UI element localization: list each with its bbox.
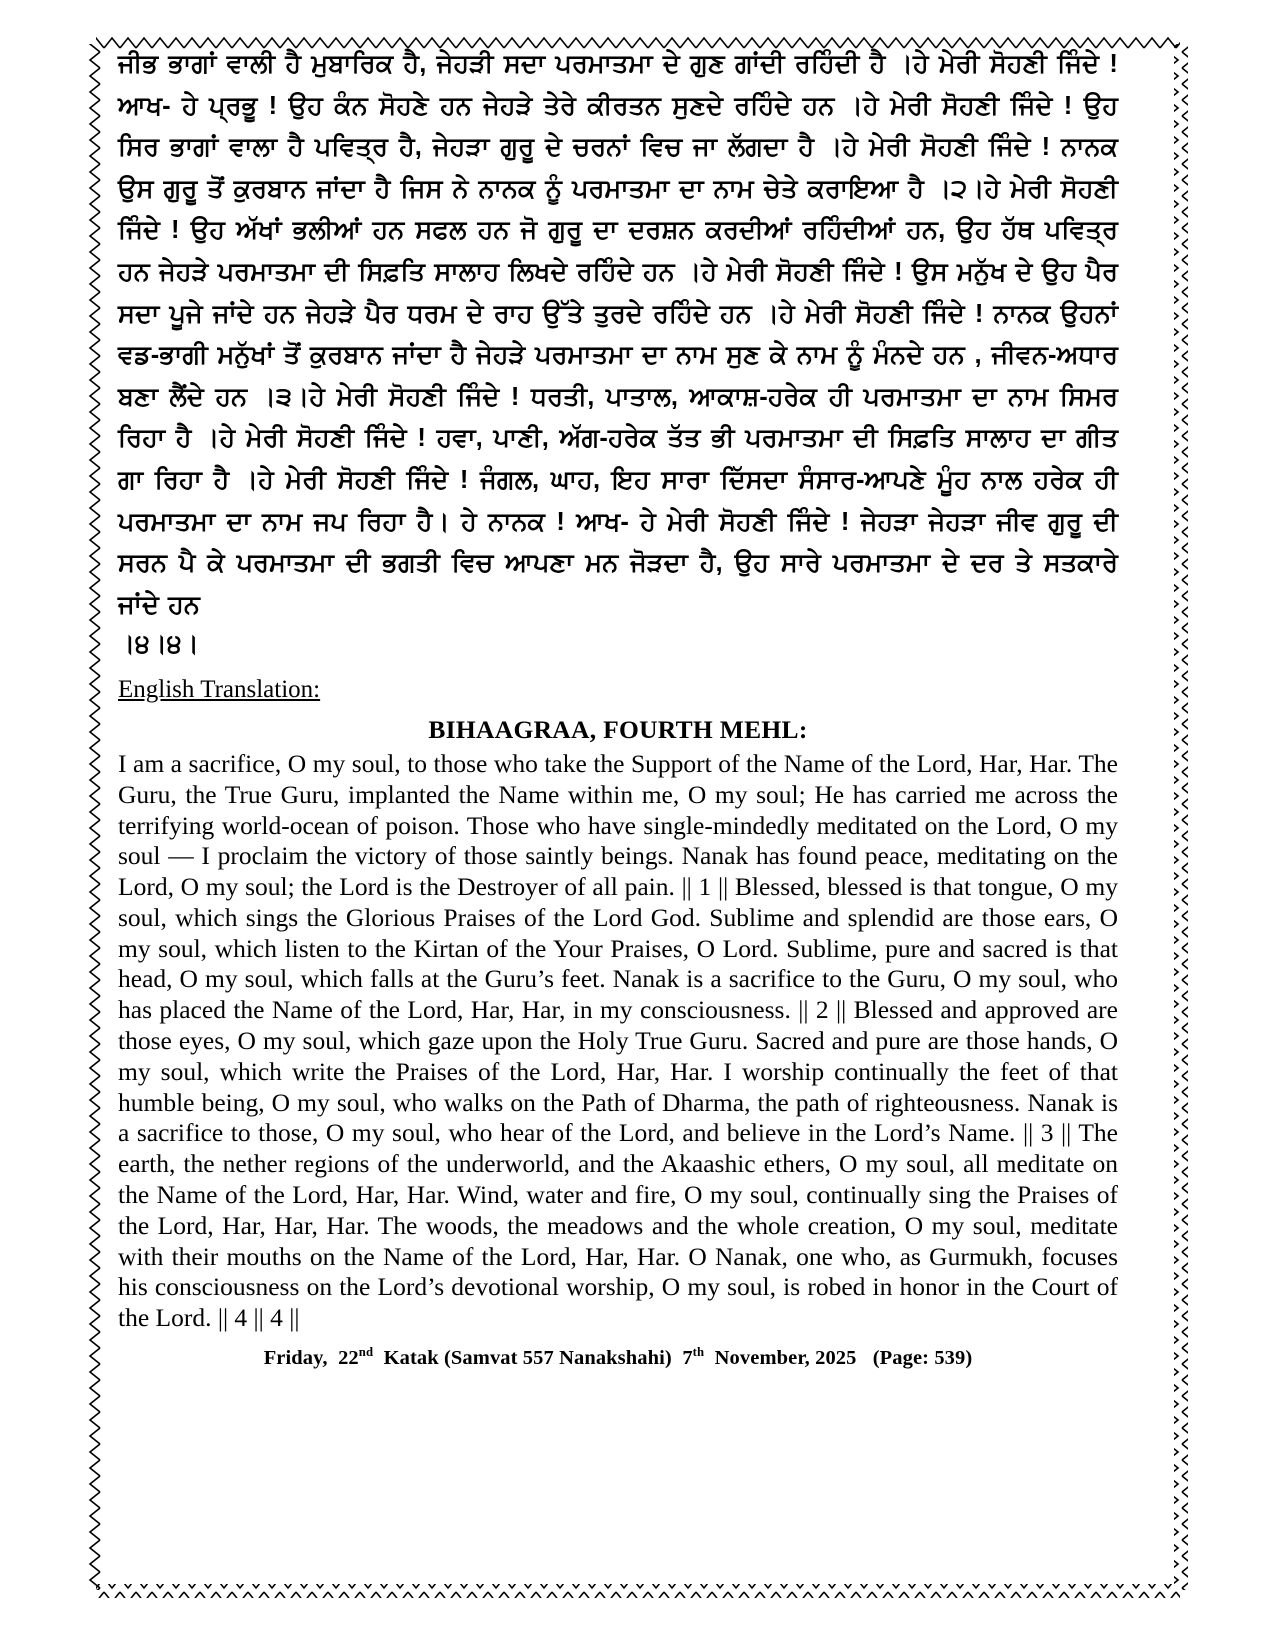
- footer-weekday: Friday,: [263, 1346, 328, 1369]
- english-raag-title: BIHAAGRAA, FOURTH MEHL:: [428, 714, 808, 744]
- page-content: [118, 44, 1118, 1544]
- footer-gregorian-rest: November, 2025: [714, 1346, 857, 1369]
- english-translation-body: I am a sacrifice, O my soul, to those who take the Support of the Name of the Lord, Har, Har. The Guru, the True Guru, implanted the Name within me, O my soul; He has carried me across the terrifying world-ocean of poison. Those who have single-mindedly meditated on the Lord, O my soul — I proclaim the victory of those saintly beings. Nanak has found peace, meditating on the Lord, O my soul; the Lord is the Destroyer of all pain. || 1 || Blessed, blessed is that tongue, O my soul, which sings the Glorious Praises of the Lord God. Sublime and splendid are those ears, O my soul, which listen to the Kirtan of the Your Praises, O Lord. Sublime, pure and sacred is that head, O my soul, which falls at the Guru’s feet. Nanak is a sacrifice to the Guru, O my soul, who has placed the Name of the Lord, Har, Har, in my consciousness. || 2 || Blessed and approved are those eyes, O my soul, which gaze upon the Holy True Guru. Sacred and pure are those hands, O my soul, which write the Praises of the Lord, Har, Har. I worship continually the feet of that humble being, O my soul, who walks on the Path of Dharma, the path of righteousness. Nanak is a sacrifice to those, O my soul, who hear of the Lord, and believe in the Lord’s Name. || 3 || The earth, the nether regions of the underworld, and the Akaashic ethers, O my soul, all meditate on the Name of the Lord, Har, Har. Wind, water and fire, O my soul, continually sing the Praises of the Lord, Har, Har, Har. The woods, the meadows and the whole creation, O my soul, meditate with their mouths on the Name of the Lord, Har, Har. O Nanak, one who, as Gurmukh, focuses his consciousness on the Lord’s devotional worship, O my soul, is robed in honor in the Court of the Lord. || 4 || 4 ||: [118, 748, 1118, 1333]
- footer-gregorian-day: 7: [682, 1346, 693, 1369]
- english-translation-label-row: [118, 666, 1118, 705]
- footer-nanakshahi-month: Katak (Samvat 557 Nanakshahi): [383, 1346, 672, 1369]
- footer-gregorian-day-suffix: th: [692, 1345, 705, 1360]
- footer-date-line: [118, 1339, 1118, 1371]
- footer-page-reference: (Page: 539): [872, 1346, 973, 1369]
- gurmukhi-scripture-paragraph: ਜੀਭ ਭਾਗਾਂ ਵਾਲੀ ਹੈ ਮੁਬਾਰਿਕ ਹੈ, ਜੇਹੜੀ ਸਦਾ ਪਰਮਾਤਮਾ ਦੇ ਗੁਣ ਗਾਂਦੀ ਰਹਿੰਦੀ ਹੈ ।ਹੇ ਮੇਰੀ ਸੋਹਣੀ ਜਿੰਦੇ ! ਆਖ- ਹੇ ਪ੍ਰਭੂ ! ਉਹ ਕੰਨ ਸੋਹਣੇ ਹਨ ਜੇਹੜੇ ਤੇਰੇ ਕੀਰਤਨ ਸੁਣਦੇ ਰਹਿੰਦੇ ਹਨ ।ਹੇ ਮੇਰੀ ਸੋਹਣੀ ਜਿੰਦੇ ! ਉਹ ਸਿਰ ਭਾਗਾਂ ਵਾਲਾ ਹੈ ਪਵਿਤ੍ਰ ਹੈ, ਜੇਹੜਾ ਗੁਰੂ ਦੇ ਚਰਨਾਂ ਵਿਚ ਜਾ ਲੱਗਦਾ ਹੈ ।ਹੇ ਮੇਰੀ ਸੋਹਣੀ ਜਿੰਦੇ ! ਨਾਨਕ ਉਸ ਗੁਰੂ ਤੋਂ ਕੁਰਬਾਨ ਜਾਂਦਾ ਹੈ ਜਿਸ ਨੇ ਨਾਨਕ ਨੂੰ ਪਰਮਾਤਮਾ ਦਾ ਨਾਮ ਚੇਤੇ ਕਰਾਇਆ ਹੈ ।੨।ਹੇ ਮੇਰੀ ਸੋਹਣੀ ਜਿੰਦੇ ! ਉਹ ਅੱਖਾਂ ਭਲੀਆਂ ਹਨ ਸਫਲ ਹਨ ਜੋ ਗੁਰੂ ਦਾ ਦਰਸ਼ਨ ਕਰਦੀਆਂ ਰਹਿੰਦੀਆਂ ਹਨ, ਉਹ ਹੱਥ ਪਵਿਤ੍ਰ ਹਨ ਜੇਹੜੇ ਪਰਮਾਤਮਾ ਦੀ ਸਿਫ਼ਤਿ ਸਾਲਾਹ ਲਿਖਦੇ ਰਹਿੰਦੇ ਹਨ ।ਹੇ ਮੇਰੀ ਸੋਹਣੀ ਜਿੰਦੇ ! ਉਸ ਮਨੁੱਖ ਦੇ ਉਹ ਪੈਰ ਸਦਾ ਪੂਜੇ ਜਾਂਦੇ ਹਨ ਜੇਹੜੇ ਪੈਰ ਧਰਮ ਦੇ ਰਾਹ ਉੱਤੇ ਤੁਰਦੇ ਰਹਿੰਦੇ ਹਨ ।ਹੇ ਮੇਰੀ ਸੋਹਣੀ ਜਿੰਦੇ ! ਨਾਨਕ ਉਹਨਾਂ ਵਡ-ਭਾਗੀ ਮਨੁੱਖਾਂ ਤੋਂ ਕੁਰਬਾਨ ਜਾਂਦਾ ਹੈ ਜੇਹੜੇ ਪਰਮਾਤਮਾ ਦਾ ਨਾਮ ਸੁਣ ਕੇ ਨਾਮ ਨੂੰ ਮੰਨਦੇ ਹਨ , ਜੀਵਨ-ਅਧਾਰ ਬਣਾ ਲੈਂਦੇ ਹਨ ।੩।ਹੇ ਮੇਰੀ ਸੋਹਣੀ ਜਿੰਦੇ ! ਧਰਤੀ, ਪਾਤਾਲ, ਆਕਾਸ਼-ਹਰੇਕ ਹੀ ਪਰਮਾਤਮਾ ਦਾ ਨਾਮ ਸਿਮਰ ਰਿਹਾ ਹੈ ।ਹੇ ਮੇਰੀ ਸੋਹਣੀ ਜਿੰਦੇ ! ਹਵਾ, ਪਾਣੀ, ਅੱਗ-ਹਰੇਕ ਤੱਤ ਭੀ ਪਰਮਾਤਮਾ ਦੀ ਸਿਫ਼ਤਿ ਸਾਲਾਹ ਦਾ ਗੀਤ ਗਾ ਰਿਹਾ ਹੈ ।ਹੇ ਮੇਰੀ ਸੋਹਣੀ ਜਿੰਦੇ ! ਜੰਗਲ, ਘਾਹ, ਇਹ ਸਾਰਾ ਦਿੱਸਦਾ ਸੰਸਾਰ-ਆਪਣੇ ਮੂੰਹ ਨਾਲ ਹਰੇਕ ਹੀ ਪਰਮਾਤਮਾ ਦਾ ਨਾਮ ਜਪ ਰਿਹਾ ਹੈ। ਹੇ ਨਾਨਕ ! ਆਖ- ਹੇ ਮੇਰੀ ਸੋਹਣੀ ਜਿੰਦੇ ! ਜੇਹੜਾ ਜੇਹੜਾ ਜੀਵ ਗੁਰੂ ਦੀ ਸਰਨ ਪੈ ਕੇ ਪਰਮਾਤਮਾ ਦੀ ਭਗਤੀ ਵਿਚ ਆਪਣਾ ਮਨ ਜੋੜਦਾ ਹੈ, ਉਹ ਸਾਰੇ ਪਰਮਾਤਮਾ ਦੇ ਦਰ ਤੇ ਸਤਕਾਰੇ ਜਾਂਦੇ ਹਨ: [118, 50, 1118, 619]
- footer-day-number: 22: [338, 1346, 359, 1369]
- english-translation-label: English Translation:: [118, 675, 321, 703]
- footer-day-suffix: nd: [358, 1345, 374, 1360]
- gurmukhi-closing-numerals: ।੪।੪।: [118, 630, 199, 659]
